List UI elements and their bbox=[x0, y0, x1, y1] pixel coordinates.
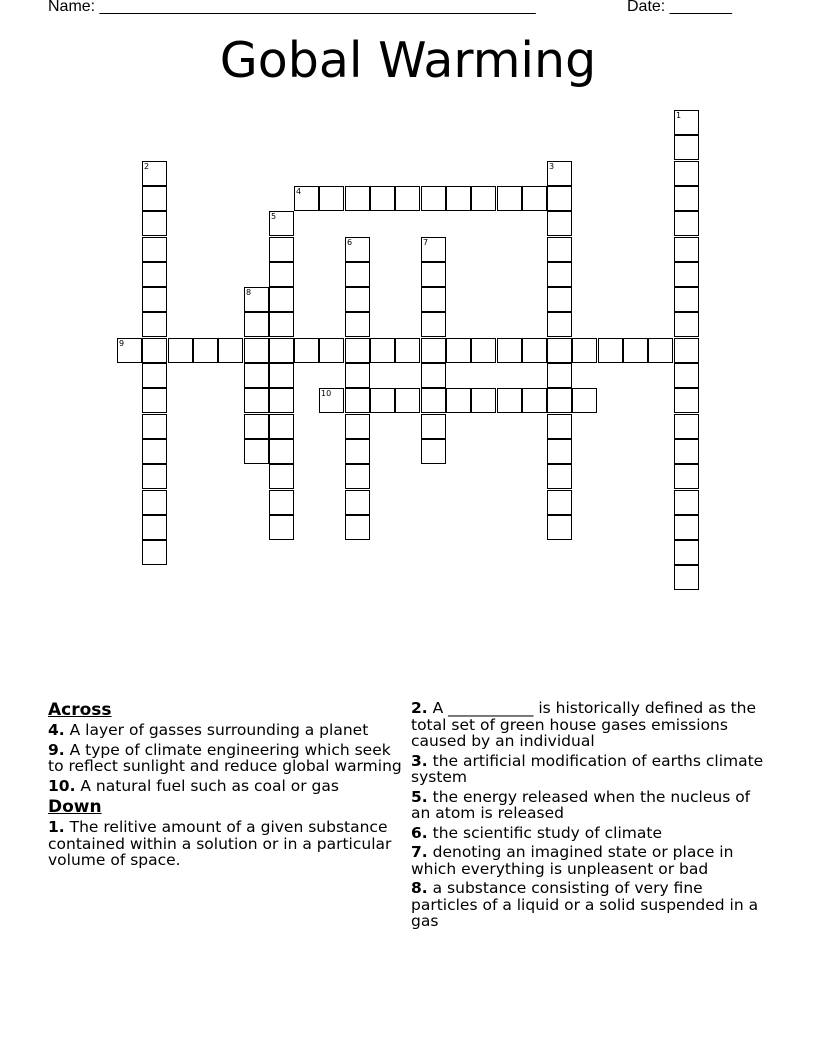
clue-number: 5. bbox=[411, 787, 428, 806]
clue-number-label: 2 bbox=[144, 162, 150, 171]
clue-text: the artificial modification of earths climate system bbox=[411, 751, 764, 786]
grid-cell[interactable] bbox=[142, 211, 167, 236]
grid-cell[interactable] bbox=[674, 237, 699, 262]
grid-cell[interactable] bbox=[269, 312, 294, 337]
grid-cell[interactable] bbox=[674, 161, 699, 186]
grid-cell[interactable] bbox=[142, 262, 167, 287]
clue-column-left bbox=[48, 700, 408, 872]
grid-cell[interactable] bbox=[446, 186, 471, 211]
grid-cell[interactable] bbox=[345, 186, 370, 211]
grid-cell[interactable] bbox=[547, 186, 572, 211]
clue-down-6 bbox=[411, 825, 771, 842]
clue-text: A type of climate engineering which seek to reflect sunlight and reduce global warming bbox=[48, 740, 402, 775]
grid-cell[interactable] bbox=[547, 414, 572, 439]
grid-cell[interactable] bbox=[218, 338, 243, 363]
grid-cell[interactable] bbox=[446, 388, 471, 413]
grid-cell[interactable] bbox=[421, 414, 446, 439]
grid-cell[interactable] bbox=[319, 388, 344, 413]
grid-cell[interactable] bbox=[142, 237, 167, 262]
grid-cell[interactable] bbox=[547, 211, 572, 236]
clue-number: 2. bbox=[411, 699, 428, 717]
grid-cell[interactable] bbox=[497, 338, 522, 363]
grid-cell[interactable] bbox=[294, 186, 319, 211]
grid-cell[interactable] bbox=[370, 186, 395, 211]
grid-cell[interactable] bbox=[421, 312, 446, 337]
grid-cell[interactable] bbox=[497, 388, 522, 413]
grid-cell[interactable] bbox=[547, 464, 572, 489]
name-field[interactable]: Name: _________________________________________________ bbox=[48, 0, 536, 15]
grid-cell[interactable] bbox=[345, 515, 370, 540]
grid-cell[interactable] bbox=[345, 287, 370, 312]
grid-cell[interactable] bbox=[421, 388, 446, 413]
clue-across-9 bbox=[48, 742, 408, 775]
grid-cell[interactable] bbox=[244, 439, 269, 464]
grid-cell[interactable] bbox=[547, 388, 572, 413]
clue-number-label: 6 bbox=[347, 238, 353, 247]
grid-cell[interactable] bbox=[395, 338, 420, 363]
grid-cell[interactable] bbox=[421, 262, 446, 287]
grid-cell[interactable] bbox=[345, 312, 370, 337]
grid-cell[interactable] bbox=[269, 237, 294, 262]
grid-cell[interactable] bbox=[674, 186, 699, 211]
grid-cell[interactable] bbox=[421, 363, 446, 388]
grid-cell[interactable] bbox=[674, 211, 699, 236]
grid-cell[interactable] bbox=[294, 338, 319, 363]
clue-text: the energy released when the nucleus of an atom is released bbox=[411, 787, 751, 822]
grid-cell[interactable] bbox=[269, 515, 294, 540]
grid-cell[interactable] bbox=[142, 338, 167, 363]
clue-down-2 bbox=[411, 700, 771, 750]
down-heading: Down bbox=[48, 797, 102, 817]
clue-down-8 bbox=[411, 880, 771, 930]
grid-cell[interactable] bbox=[345, 490, 370, 515]
grid-cell[interactable] bbox=[547, 338, 572, 363]
grid-cell[interactable] bbox=[269, 287, 294, 312]
grid-cell[interactable] bbox=[168, 338, 193, 363]
clue-number: 1. bbox=[48, 818, 65, 836]
grid-cell[interactable] bbox=[471, 186, 496, 211]
grid-cell[interactable] bbox=[244, 414, 269, 439]
grid-cell[interactable] bbox=[269, 363, 294, 388]
clue-number: 6. bbox=[411, 823, 428, 842]
clue-text: the scientific study of climate bbox=[432, 823, 662, 842]
grid-cell[interactable] bbox=[674, 565, 699, 590]
grid-cell[interactable] bbox=[547, 312, 572, 337]
grid-cell[interactable] bbox=[345, 414, 370, 439]
grid-cell[interactable] bbox=[648, 338, 673, 363]
grid-cell[interactable] bbox=[244, 338, 269, 363]
clue-number-label: 10 bbox=[321, 389, 332, 398]
grid-cell[interactable] bbox=[421, 439, 446, 464]
grid-cell[interactable] bbox=[142, 186, 167, 211]
clue-number: 3. bbox=[411, 751, 428, 770]
grid-cell[interactable] bbox=[269, 338, 294, 363]
clue-number-label: 1 bbox=[676, 111, 682, 120]
clue-text: a substance consisting of very fine particles of a liquid or a solid suspended in a gas bbox=[411, 879, 759, 930]
grid-cell[interactable] bbox=[395, 388, 420, 413]
grid-cell[interactable] bbox=[142, 490, 167, 515]
grid-cell[interactable] bbox=[497, 186, 522, 211]
grid-cell[interactable] bbox=[598, 338, 623, 363]
clue-down-1 bbox=[48, 819, 408, 869]
grid-cell[interactable] bbox=[142, 464, 167, 489]
grid-cell[interactable] bbox=[674, 287, 699, 312]
grid-cell[interactable] bbox=[547, 161, 572, 186]
clue-across-10 bbox=[48, 778, 408, 795]
grid-cell[interactable] bbox=[269, 388, 294, 413]
clue-text: A layer of gasses surrounding a planet bbox=[69, 721, 369, 739]
grid-cell[interactable] bbox=[674, 110, 699, 135]
grid-cell[interactable] bbox=[345, 363, 370, 388]
grid-cell[interactable] bbox=[269, 490, 294, 515]
grid-cell[interactable] bbox=[547, 490, 572, 515]
grid-cell[interactable] bbox=[572, 388, 597, 413]
grid-cell[interactable] bbox=[269, 464, 294, 489]
date-field[interactable]: Date: _______ bbox=[627, 0, 732, 15]
grid-cell[interactable] bbox=[522, 186, 547, 211]
clue-number: 7. bbox=[411, 843, 428, 861]
clue-text: A ___________ is historically defined as the total set of green house gases emissions caused by an individual bbox=[411, 699, 757, 750]
clue-number-label: 9 bbox=[119, 339, 125, 348]
clue-number: 10. bbox=[48, 776, 76, 795]
grid-cell[interactable] bbox=[674, 439, 699, 464]
grid-cell[interactable] bbox=[142, 515, 167, 540]
grid-cell[interactable] bbox=[421, 338, 446, 363]
clue-down-3 bbox=[411, 753, 771, 786]
grid-cell[interactable] bbox=[345, 237, 370, 262]
grid-cell[interactable] bbox=[117, 338, 142, 363]
grid-cell[interactable] bbox=[142, 388, 167, 413]
grid-cell[interactable] bbox=[522, 338, 547, 363]
grid-cell[interactable] bbox=[269, 414, 294, 439]
grid-cell[interactable] bbox=[572, 338, 597, 363]
grid-cell[interactable] bbox=[674, 464, 699, 489]
clue-number-label: 8 bbox=[246, 288, 252, 297]
clue-number: 8. bbox=[411, 879, 428, 897]
grid-cell[interactable] bbox=[547, 439, 572, 464]
clue-number-label: 7 bbox=[423, 238, 429, 247]
grid-cell[interactable] bbox=[142, 540, 167, 565]
grid-cell[interactable] bbox=[674, 414, 699, 439]
grid-cell[interactable] bbox=[142, 439, 167, 464]
grid-cell[interactable] bbox=[370, 338, 395, 363]
grid-cell[interactable] bbox=[471, 338, 496, 363]
grid-cell[interactable] bbox=[244, 388, 269, 413]
grid-cell[interactable] bbox=[674, 338, 699, 363]
grid-cell[interactable] bbox=[142, 363, 167, 388]
grid-cell[interactable] bbox=[319, 338, 344, 363]
clue-column-right bbox=[411, 700, 771, 933]
grid-cell[interactable] bbox=[421, 237, 446, 262]
grid-cell[interactable] bbox=[244, 363, 269, 388]
grid-cell[interactable] bbox=[674, 540, 699, 565]
grid-cell[interactable] bbox=[674, 515, 699, 540]
clue-text: A natural fuel such as coal or gas bbox=[80, 776, 339, 795]
clue-number-label: 3 bbox=[549, 162, 555, 171]
grid-cell[interactable] bbox=[674, 388, 699, 413]
grid-cell[interactable] bbox=[345, 439, 370, 464]
grid-cell[interactable] bbox=[345, 338, 370, 363]
grid-cell[interactable] bbox=[370, 388, 395, 413]
clue-down-7 bbox=[411, 844, 771, 877]
grid-cell[interactable] bbox=[142, 414, 167, 439]
clue-text: denoting an imagined state or place in which everything is unpleasent or bad bbox=[411, 843, 734, 878]
grid-cell[interactable] bbox=[421, 287, 446, 312]
grid-cell[interactable] bbox=[395, 186, 420, 211]
clue-number: 4. bbox=[48, 721, 65, 739]
clue-text: The relitive amount of a given substance contained within a solution or in a particular volume of space. bbox=[48, 818, 392, 869]
grid-cell[interactable] bbox=[471, 388, 496, 413]
grid-cell[interactable] bbox=[269, 211, 294, 236]
grid-cell[interactable] bbox=[193, 338, 218, 363]
grid-cell[interactable] bbox=[142, 312, 167, 337]
clue-number: 9. bbox=[48, 740, 65, 759]
grid-cell[interactable] bbox=[674, 135, 699, 160]
grid-cell[interactable] bbox=[547, 262, 572, 287]
page-title: Gobal Warming bbox=[219, 32, 597, 89]
grid-cell[interactable] bbox=[345, 464, 370, 489]
clue-across-4 bbox=[48, 722, 408, 739]
grid-cell[interactable] bbox=[142, 161, 167, 186]
grid-cell[interactable] bbox=[547, 515, 572, 540]
clue-number-label: 5 bbox=[271, 212, 277, 221]
grid-cell[interactable] bbox=[319, 186, 344, 211]
grid-cell[interactable] bbox=[269, 262, 294, 287]
grid-cell[interactable] bbox=[269, 439, 294, 464]
grid-cell[interactable] bbox=[547, 237, 572, 262]
grid-cell[interactable] bbox=[421, 186, 446, 211]
grid-cell[interactable] bbox=[674, 490, 699, 515]
grid-cell[interactable] bbox=[674, 262, 699, 287]
grid-cell[interactable] bbox=[674, 363, 699, 388]
grid-cell[interactable] bbox=[547, 287, 572, 312]
clue-down-5 bbox=[411, 789, 771, 822]
clue-number-label: 4 bbox=[296, 187, 302, 196]
grid-cell[interactable] bbox=[547, 363, 572, 388]
grid-cell[interactable] bbox=[244, 312, 269, 337]
grid-cell[interactable] bbox=[446, 338, 471, 363]
grid-cell[interactable] bbox=[623, 338, 648, 363]
grid-cell[interactable] bbox=[345, 262, 370, 287]
across-heading: Across bbox=[48, 700, 112, 720]
grid-cell[interactable] bbox=[345, 388, 370, 413]
grid-cell[interactable] bbox=[522, 388, 547, 413]
grid-cell[interactable] bbox=[244, 287, 269, 312]
grid-cell[interactable] bbox=[142, 287, 167, 312]
grid-cell[interactable] bbox=[674, 312, 699, 337]
